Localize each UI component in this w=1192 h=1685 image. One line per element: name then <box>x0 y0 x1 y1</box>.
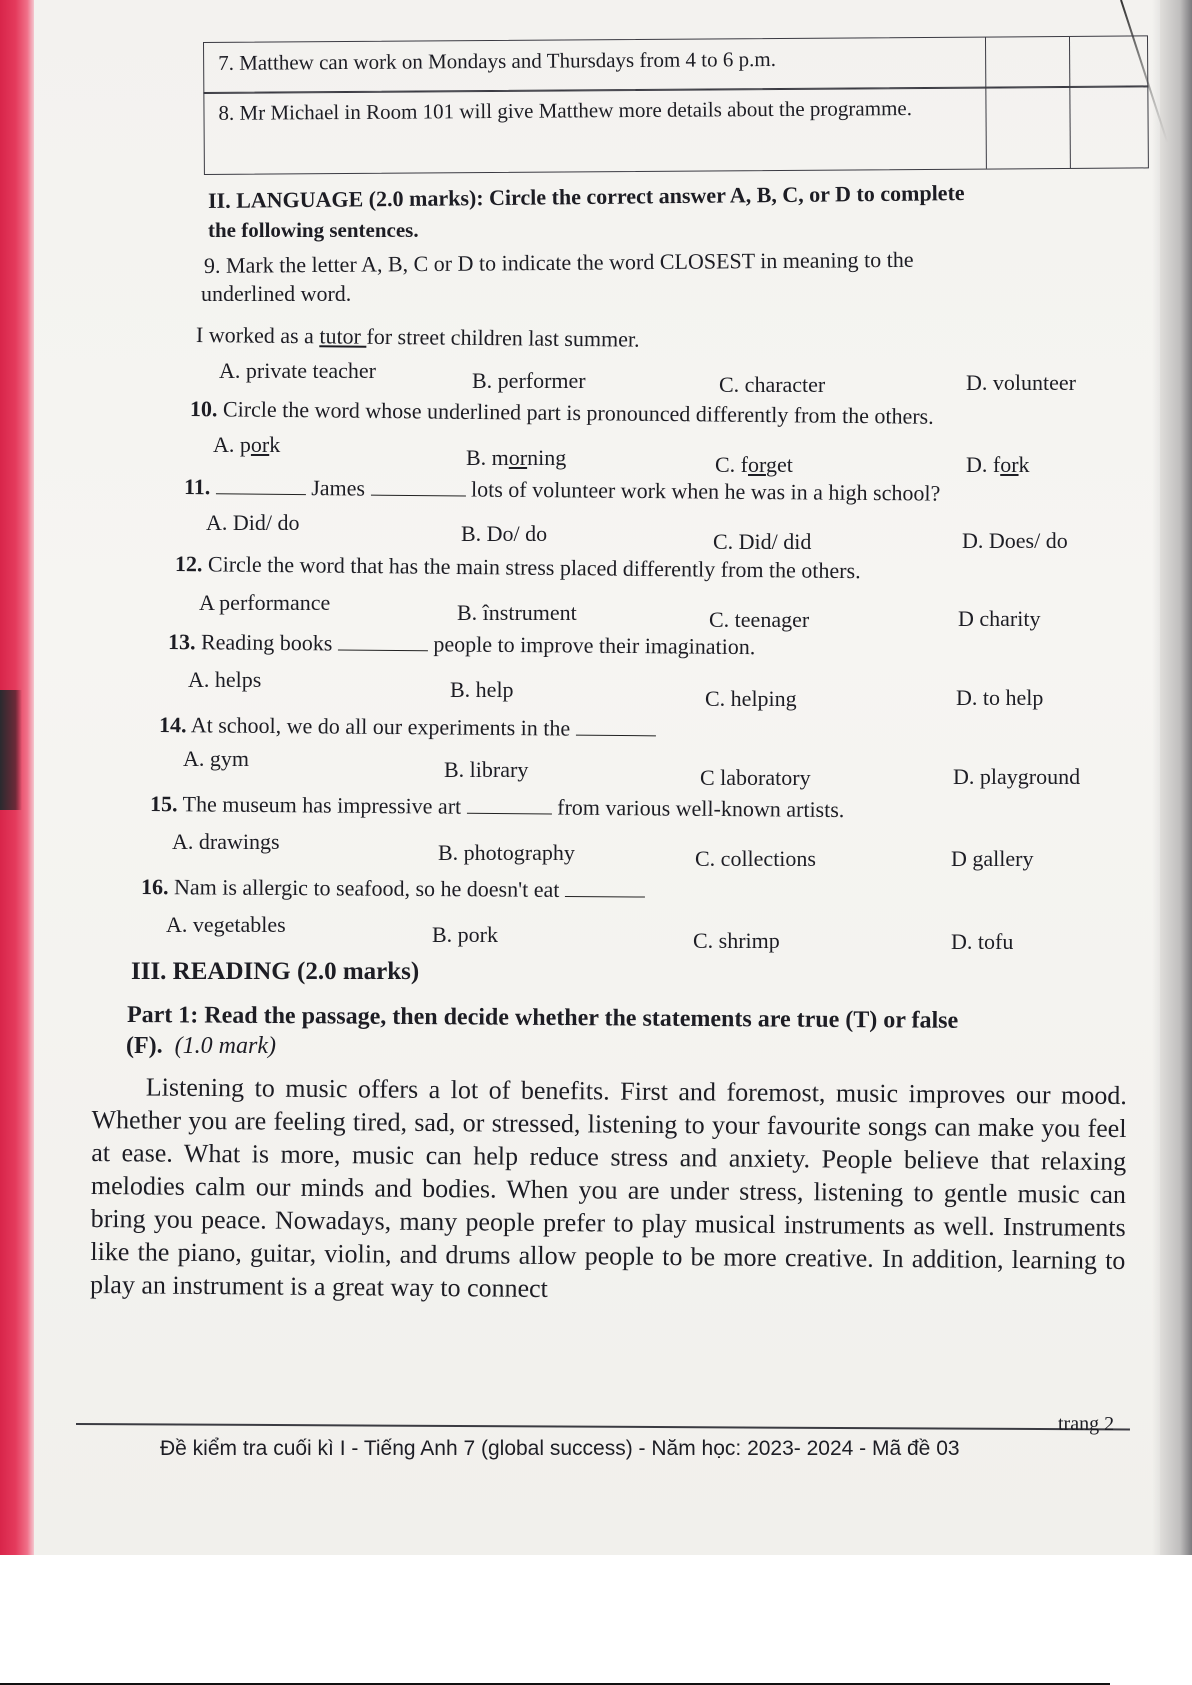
reading-part1-f: (F). <box>126 1033 163 1059</box>
q11-text-2: lots of volunteer work when he was in a high school? <box>470 476 941 506</box>
q9-underlined-word: tutor <box>319 323 367 349</box>
q9-option-c[interactable]: C. character <box>719 372 826 397</box>
q10-option-a-pre: A. p <box>213 432 251 457</box>
q12-option-c[interactable]: C. teenager <box>709 607 810 632</box>
q10-option-d-post: k <box>1018 452 1030 477</box>
q15-option-d[interactable]: D gallery <box>951 846 1034 871</box>
q10-option-d-underlined: or <box>1000 452 1019 477</box>
table-row <box>203 35 1148 94</box>
q11-blank-1[interactable] <box>216 475 306 495</box>
q16-option-b[interactable]: B. pork <box>432 922 498 947</box>
pink-background-edge <box>0 0 34 1555</box>
q12-text: Circle the word that has the main stress placed differently from the others. <box>202 551 861 584</box>
q9-option-b[interactable]: B. performer <box>472 368 586 393</box>
q9-option-d[interactable]: D. volunteer <box>966 370 1076 395</box>
q13-option-c[interactable]: C. helping <box>705 686 797 711</box>
q10-option-b[interactable] <box>466 445 566 471</box>
q11-option-c[interactable]: C. Did/ did <box>713 529 812 554</box>
table-row <box>203 85 1149 175</box>
q9-option-a[interactable]: A. private teacher <box>219 358 376 383</box>
q11-option-a[interactable]: A. Did/ do <box>206 510 300 535</box>
reading-passage <box>90 1070 1127 1310</box>
q14-option-c[interactable]: C laboratory <box>700 765 811 790</box>
q11-option-b[interactable]: B. Do/ do <box>461 521 548 546</box>
q10-option-b-pre: B. m <box>466 445 509 470</box>
q11-option-d[interactable]: D. Does/ do <box>962 528 1068 553</box>
q12-option-d[interactable]: D charity <box>958 606 1041 631</box>
q14-question <box>159 712 656 742</box>
q14-option-b[interactable]: B. library <box>444 757 529 782</box>
q13-question <box>168 629 756 660</box>
reading-heading: III. READING (2.0 marks) <box>131 958 420 985</box>
q16-option-c[interactable]: C. shrimp <box>693 928 780 953</box>
q10-option-d-pre: D. f <box>966 452 1001 477</box>
q10-option-c-post: get <box>765 452 793 477</box>
q10-option-b-underlined: or <box>508 445 528 470</box>
q13-blank[interactable] <box>338 631 428 651</box>
right-edge-shadow <box>1152 0 1192 1555</box>
bottom-margin <box>0 1555 1192 1685</box>
q12-option-a[interactable]: A performance <box>199 590 331 615</box>
statement-8: 8. Mr Michael in Room 101 will give Matthew more details about the programme. <box>218 96 913 125</box>
passage-text: Listening to music offers a lot of benefits. First and foremost, music improves our mood. Whether you are feeling tired, sad, or stressed, listening to your favourite songs can make you feel at ease. What is more, music can help reduce stress and anxiety. People believe that relaxing melodies calm our minds and bodies. When you are under stress, listening to gentle music can bring you peace. Nowadays, many people prefer to play musical instruments as well. Instruments like the piano, guitar, violin, and drums allow people to be more creative. In addition, learning to play an instrument is a great way to connect <box>90 1072 1127 1303</box>
footer-title: Đề kiểm tra cuối kì I - Tiếng Anh 7 (global success) - Năm học: 2023- 2024 - Mã đề 03 <box>160 1437 960 1460</box>
q16-text: Nam is allergic to seafood, so he doesn't eat <box>168 874 560 902</box>
q13-text-1: Reading books <box>195 629 333 656</box>
q10-option-a[interactable] <box>213 432 280 458</box>
answer-cell-f[interactable] <box>1069 36 1150 87</box>
q9-sentence <box>196 322 640 353</box>
q12-option-b[interactable]: B. înstrument <box>457 600 577 625</box>
q16-option-d[interactable]: D. tofu <box>951 929 1014 954</box>
q9-sentence-start: I worked as a <box>195 322 320 349</box>
reading-part1-heading: Part 1: Read the passage, then decide whether the statements are true (T) or false <box>126 1002 959 1034</box>
q10-option-b-post: ning <box>527 445 567 470</box>
q10-number: 10. <box>189 396 218 422</box>
q13-number: 13. <box>167 629 196 655</box>
q14-option-d[interactable]: D. playground <box>953 764 1081 789</box>
q14-number: 14. <box>158 712 187 738</box>
language-heading: II. LANGUAGE (2.0 marks): Circle the correct answer A, B, C, or D to complete <box>207 180 965 213</box>
q15-option-b[interactable]: B. photography <box>438 840 575 865</box>
q14-option-a[interactable]: A. gym <box>183 746 249 771</box>
q10-option-d[interactable] <box>966 452 1030 478</box>
q14-blank[interactable] <box>576 717 656 737</box>
answer-cell-t[interactable] <box>985 37 1070 88</box>
q16-option-a[interactable]: A. vegetables <box>166 912 286 937</box>
q15-option-c[interactable]: C. collections <box>695 846 816 871</box>
q11-blank-2[interactable] <box>370 477 465 497</box>
q15-text-2: from various well-known artists. <box>557 794 845 823</box>
q12-number: 12. <box>174 551 203 577</box>
q11-text-1: James <box>311 475 366 501</box>
language-heading-2: the following sentences. <box>208 218 419 242</box>
q16-number: 16. <box>140 874 169 900</box>
q14-text: At school, we do all our experiments in the <box>186 712 571 741</box>
q10-option-c-pre: C. f <box>715 452 748 477</box>
q10-option-a-post: k <box>269 432 281 457</box>
q10-option-a-underlined: or <box>250 432 270 457</box>
q15-option-a[interactable]: A. drawings <box>172 829 280 854</box>
page-number: trang 2 <box>1058 1413 1115 1435</box>
reading-part1-mark: (1.0 mark) <box>174 1033 276 1059</box>
q9-instruction: 9. Mark the letter A, B, C or D to indicate the word CLOSEST in meaning to the <box>203 246 914 278</box>
answer-cell-f[interactable] <box>1069 86 1151 168</box>
q9-sentence-end: for street children last summer. <box>366 323 640 352</box>
q13-text-2: people to improve their imagination. <box>433 631 756 660</box>
q13-option-a[interactable]: A. helps <box>188 667 262 692</box>
reading-part1-heading-2 <box>126 1033 276 1060</box>
q15-text-1: The museum has impressive art <box>177 791 462 819</box>
q16-question <box>141 874 645 904</box>
q10-option-c-underlined: or <box>748 452 766 477</box>
answer-cell-t[interactable] <box>985 87 1071 169</box>
q15-blank[interactable] <box>467 795 552 815</box>
statement-7: 7. Matthew can work on Mondays and Thursdays from 4 to 6 p.m. <box>218 47 777 75</box>
q11-number: 11. <box>183 474 211 500</box>
q10-option-c[interactable] <box>715 452 793 478</box>
q10-text: Circle the word whose underlined part is pronounced differently from the others. <box>217 396 934 429</box>
q13-option-d[interactable]: D. to help <box>956 685 1044 710</box>
true-false-table <box>203 35 1149 175</box>
q9-instruction-2: underlined word. <box>201 281 352 306</box>
q15-number: 15. <box>149 791 178 817</box>
q16-blank[interactable] <box>565 878 645 898</box>
q13-option-b[interactable]: B. help <box>450 677 514 702</box>
